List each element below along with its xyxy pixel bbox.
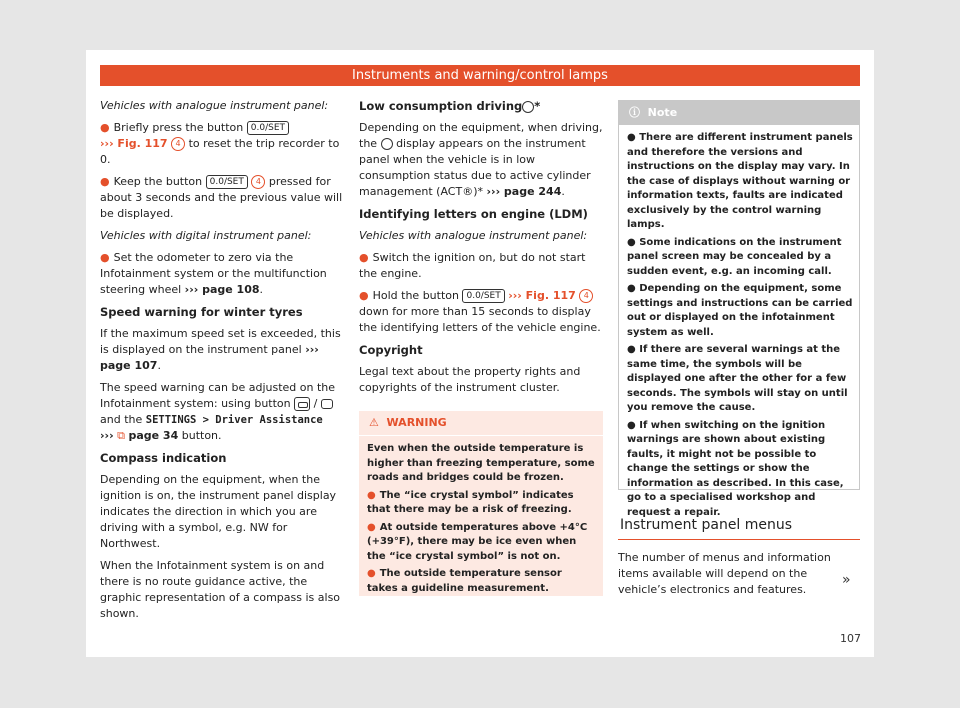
page-header: Instruments and warning/control lamps xyxy=(100,65,860,86)
callout-4: 4 xyxy=(171,137,185,151)
warning-bullet: ● The “ice crystal symbol” indicates that there may be a risk of freezing. xyxy=(367,489,574,515)
bullet-hold-button: ● Hold the button 0.0/SET ››› Fig. 117 4 down for more than 15 seconds to display the identifying letters of the vehicle engine. xyxy=(359,289,601,334)
car-icon xyxy=(321,399,333,409)
note-body xyxy=(619,125,859,520)
bullet-ignition: ● Switch the ignition on, but do not start the engine. xyxy=(359,251,586,280)
menu-path: SETTINGS > Driver Assistance xyxy=(145,414,323,426)
bullet-icon: ● xyxy=(367,489,376,501)
bullet-odometer: ● Set the odometer to zero via the Infotainment system or the multifunction steering wheel ››› page 108. xyxy=(100,251,327,296)
copyright-text: Legal text about the property rights and copyrights of the instrument cluster. xyxy=(359,365,581,394)
bullet-icon: ● xyxy=(367,568,376,579)
bullet-icon: ● xyxy=(100,121,110,134)
page-ref[interactable]: ››› page 244 xyxy=(486,185,562,198)
eco-icon xyxy=(381,138,393,150)
note-item: ● Some indications on the instrument panel screen may be concealed by a sudden event, e.g. an incoming call. xyxy=(627,236,842,277)
digital-panel-label: Vehicles with digital instrument panel: xyxy=(100,229,312,242)
note-item: ● If when switching on the ignition warnings are shown about existing faults, it might not be possible to change the settings or show the information as described. In this case, go to a specialised workshop and request a repair. xyxy=(627,419,844,518)
note-item: ● If there are several warnings at the same time, the symbols will be displayed one after the other for a few seconds. The symbols will stay on until you remove the cause. xyxy=(627,344,848,413)
analogue-panel-label: Vehicles with analogue instrument panel: xyxy=(100,99,329,112)
section-title: Instrument panel menus xyxy=(618,517,860,540)
fig-ref[interactable]: ››› Fig. 117 xyxy=(100,137,168,150)
compass-text: Depending on the equipment, when the ignition is on, the instrument panel display indicates the direction in which you are driving with a symbol, e.g. NW for Northwest. xyxy=(100,473,337,550)
column-2 xyxy=(359,98,603,402)
page-ref[interactable]: ››› page 107 xyxy=(100,343,319,372)
section-text: The number of menus and information items available will depend on the vehicle’s electronics and features. xyxy=(618,551,831,596)
compass-text-2: When the Infotainment system is on and there is no route guidance active, the graphic representation of a compass is also shown. xyxy=(100,559,341,620)
analogue-panel-label: Vehicles with analogue instrument panel: xyxy=(359,229,588,242)
callout-4: 4 xyxy=(579,289,593,303)
page-ref[interactable]: page 34 xyxy=(128,429,179,442)
heading-low-consumption: Low consumption driving * xyxy=(359,99,541,113)
callout-4: 4 xyxy=(251,175,265,189)
warning-text: Even when the outside temperature is higher than freezing temperature, some roads and bridges could be frozen. xyxy=(367,443,595,483)
warning-header: ⚠ WARNING xyxy=(359,411,603,436)
note-item: ● Depending on the equipment, some settings and instructions can be carried out or displayed on the infotainment system as well. xyxy=(627,283,853,338)
bullet-icon: ● xyxy=(367,521,376,533)
page-number: 107 xyxy=(840,632,861,645)
column-1 xyxy=(100,98,347,628)
continue-arrow: » xyxy=(842,572,851,588)
bullet-icon: ● xyxy=(100,175,110,188)
reset-key: 0.0/SET xyxy=(462,289,504,303)
warning-body xyxy=(359,436,603,596)
reset-key: 0.0/SET xyxy=(206,175,248,189)
heading-compass: Compass indication xyxy=(100,451,227,465)
bullet-keep-button: ● Keep the button 0.0/SET 4 pressed for about 3 seconds and the previous value will be displayed. xyxy=(100,175,343,220)
speed-warning-text: If the maximum speed set is exceeded, this is displayed on the instrument panel ››› page 107. xyxy=(100,327,341,372)
external-link-icon: ⧉ xyxy=(117,429,125,442)
note-header: ⓘ Note xyxy=(619,101,859,125)
eco-icon xyxy=(522,101,534,113)
heading-copyright: Copyright xyxy=(359,343,423,357)
warning-box xyxy=(359,411,603,596)
car-button-icon xyxy=(294,397,310,411)
bullet-icon: ● xyxy=(359,289,369,302)
heading-ldm: Identifying letters on engine (LDM) xyxy=(359,207,588,221)
warning-triangle-icon: ⚠ xyxy=(369,416,379,429)
fig-ref[interactable]: ››› Fig. 117 xyxy=(508,289,576,302)
bullet-icon: ● xyxy=(100,251,110,264)
bullet-reset-trip: ● Briefly press the button 0.0/SET ››› Fig. 117 4 to reset the trip recorder to 0. xyxy=(100,121,340,166)
low-consumption-text: Depending on the equipment, when driving, the display appears on the instrument panel when the vehicle is in low consumption status due to active cylinder management (ACT®)* ››› page 244. xyxy=(359,121,603,198)
reset-key: 0.0/SET xyxy=(247,121,289,135)
page-ref[interactable]: ››› page 108 xyxy=(184,283,260,296)
heading-speed-warning: Speed warning for winter tyres xyxy=(100,305,303,319)
warning-bullet: ● The outside temperature sensor takes a guideline measurement. xyxy=(367,568,562,594)
bullet-icon: ● xyxy=(359,251,369,264)
warning-bullet: ● At outside temperatures above +4°C (+39°F), there may be ice even when the “ice crystal symbol” is not on. xyxy=(367,521,588,562)
info-icon: ⓘ xyxy=(629,106,640,119)
note-box xyxy=(618,100,860,518)
note-item: ● There are different instrument panels and therefore the versions and instructions on the display may vary. In the case of displays without warning or information texts, faults are indicated exclusively by the control warning lamps. xyxy=(627,132,853,230)
speed-warning-adjust: The speed warning can be adjusted on the Infotainment system: using button / and the SETTINGS > Driver Assistance ››› ⧉ page 34 button. xyxy=(100,381,336,442)
